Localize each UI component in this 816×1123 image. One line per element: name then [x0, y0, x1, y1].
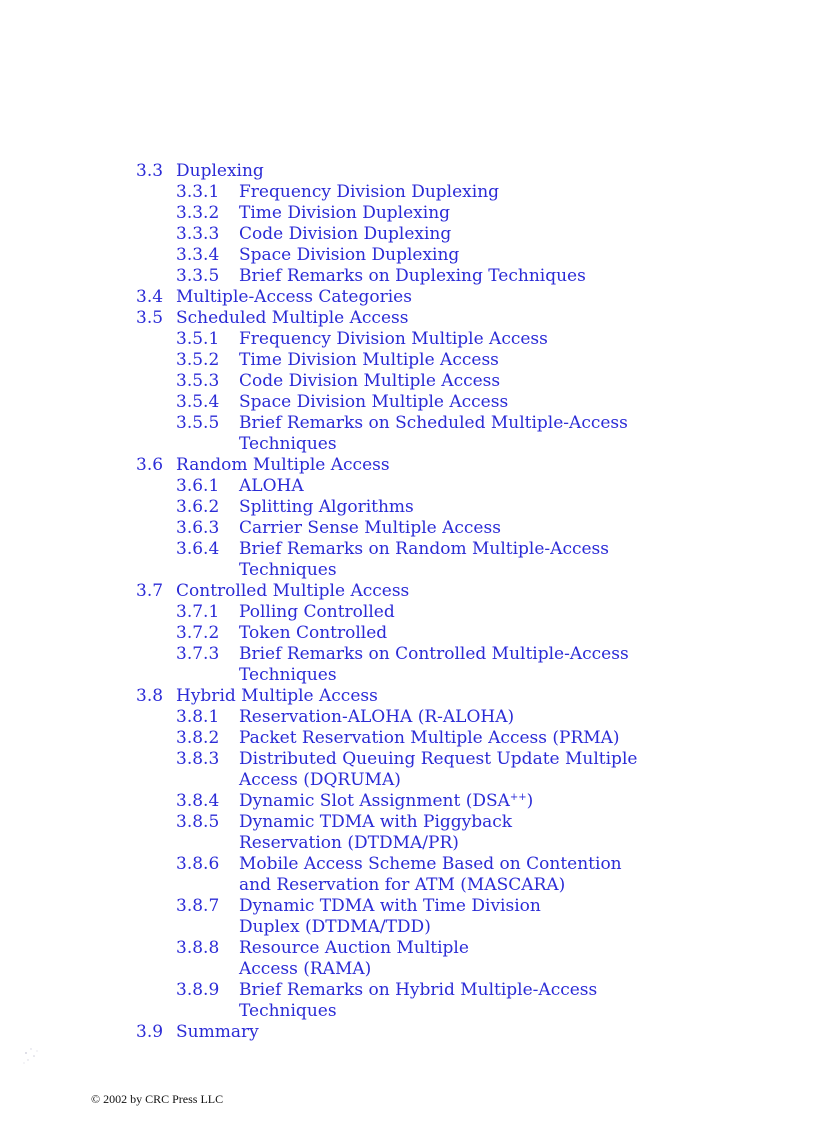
toc-entry-title: Reservation-ALOHA (R-ALOHA) [239, 707, 515, 727]
toc-entry-number: 3.5.5 [176, 413, 220, 433]
toc-entry-number: 3.3.4 [176, 245, 220, 265]
toc-entry-title: Time Division Duplexing [239, 203, 451, 223]
toc-entry-number: 3.8 [136, 686, 164, 706]
toc-entry-title: Carrier Sense Multiple Access [239, 518, 501, 538]
toc-entry-number: 3.8.5 [176, 812, 220, 832]
toc-subsection-entry[interactable] [136, 854, 756, 896]
toc-entry-number: 3.7 [136, 581, 164, 601]
toc-subsection-entry[interactable] [136, 623, 756, 644]
toc-entry-number: 3.8.6 [176, 854, 220, 874]
toc-entry-number: 3.4 [136, 287, 164, 307]
toc-section-entry[interactable] [136, 308, 756, 329]
toc-subsection-entry[interactable] [136, 602, 756, 623]
toc-subsection-entry[interactable] [136, 203, 756, 224]
toc-entry-title-text: Dynamic Slot Assignment (DSA [239, 791, 510, 811]
toc-subsection-entry[interactable] [136, 350, 756, 371]
toc-entry-number: 3.9 [136, 1022, 164, 1042]
toc-subsection-entry[interactable] [136, 224, 756, 245]
toc-section-entry[interactable] [136, 1022, 756, 1043]
toc-entry-title: Token Controlled [239, 623, 388, 643]
table-of-contents [136, 161, 756, 1043]
toc-entry-number: 3.5 [136, 308, 164, 328]
toc-entry-number: 3.5.1 [176, 329, 220, 349]
toc-entry-title: Brief Remarks on Controlled Multiple-Access Techniques [239, 644, 629, 685]
toc-entry-title: Mobile Access Scheme Based on Contention and Reservation for ATM (MASCARA) [239, 854, 622, 895]
toc-section-entry[interactable] [136, 686, 756, 707]
toc-entry-number: 3.3.1 [176, 182, 220, 202]
toc-subsection-entry[interactable] [136, 980, 756, 1022]
toc-entry-number: 3.3.3 [176, 224, 220, 244]
toc-entry-title: Distributed Queuing Request Update Multiple Access (DQRUMA) [239, 749, 638, 790]
toc-entry-title: Hybrid Multiple Access [176, 686, 378, 706]
toc-section-entry[interactable] [136, 287, 756, 308]
toc-entry-title: Polling Controlled [239, 602, 395, 622]
toc-entry-number: 3.3.2 [176, 203, 220, 223]
toc-entry-title: Multiple-Access Categories [176, 287, 412, 307]
toc-entry-number: 3.6.1 [176, 476, 220, 496]
toc-entry-title: Space Division Duplexing [239, 245, 460, 265]
toc-entry-number: 3.8.1 [176, 707, 220, 727]
toc-subsection-entry[interactable] [136, 539, 756, 581]
toc-entry-number: 3.6.2 [176, 497, 220, 517]
toc-subsection-entry[interactable] [136, 476, 756, 497]
scan-speck-mark [18, 1043, 44, 1069]
toc-subsection-entry[interactable] [136, 371, 756, 392]
toc-entry-number: 3.7.3 [176, 644, 220, 664]
toc-section-entry[interactable] [136, 455, 756, 476]
toc-subsection-entry[interactable] [136, 791, 756, 812]
toc-section-entry[interactable] [136, 161, 756, 182]
toc-subsection-entry[interactable] [136, 749, 756, 791]
toc-subsection-entry[interactable] [136, 329, 756, 350]
toc-entry-title: Code Division Multiple Access [239, 371, 501, 391]
toc-subsection-entry[interactable] [136, 245, 756, 266]
toc-subsection-entry[interactable] [136, 896, 756, 938]
toc-entry-number: 3.8.9 [176, 980, 220, 1000]
toc-entry-number: 3.5.2 [176, 350, 220, 370]
toc-subsection-entry[interactable] [136, 518, 756, 539]
toc-entry-number: 3.8.8 [176, 938, 220, 958]
toc-entry-title: Summary [176, 1022, 259, 1042]
toc-entry-title: Dynamic TDMA with Time Division Duplex (DTDMA/TDD) [239, 896, 541, 937]
toc-entry-title: Frequency Division Duplexing [239, 182, 500, 202]
toc-entry-title: Splitting Algorithms [239, 497, 414, 517]
toc-entry-title: Brief Remarks on Scheduled Multiple-Access Techniques [239, 413, 628, 454]
copyright-footer: © 2002 by CRC Press LLC [91, 1092, 224, 1106]
toc-entry-number: 3.8.2 [176, 728, 220, 748]
toc-entry-title: Space Division Multiple Access [239, 392, 509, 412]
toc-entry-number: 3.8.7 [176, 896, 220, 916]
toc-entry-title: Brief Remarks on Random Multiple-Access Techniques [239, 539, 609, 580]
toc-entry-title: Random Multiple Access [176, 455, 390, 475]
toc-subsection-entry[interactable] [136, 266, 756, 287]
toc-entry-title: Packet Reservation Multiple Access (PRMA) [239, 728, 620, 748]
toc-subsection-entry[interactable] [136, 938, 756, 980]
toc-entry-title: Time Division Multiple Access [239, 350, 499, 370]
toc-entry-title: Code Division Duplexing [239, 224, 452, 244]
toc-entry-title-suffix: ) [526, 791, 534, 811]
toc-entry-number: 3.3.5 [176, 266, 220, 286]
toc-subsection-entry[interactable] [136, 728, 756, 749]
toc-entry-number: 3.7.2 [176, 623, 220, 643]
toc-subsection-entry[interactable] [136, 392, 756, 413]
toc-entry-number: 3.8.4 [176, 791, 220, 811]
toc-entry-title [239, 791, 756, 812]
toc-subsection-entry[interactable] [136, 644, 756, 686]
toc-entry-title: Brief Remarks on Hybrid Multiple-Access Techniques [239, 980, 598, 1021]
toc-entry-number: 3.5.4 [176, 392, 220, 412]
toc-entry-number: 3.6 [136, 455, 164, 475]
toc-entry-number: 3.8.3 [176, 749, 220, 769]
toc-entry-title: Resource Auction Multiple Access (RAMA) [239, 938, 469, 979]
toc-subsection-entry[interactable] [136, 182, 756, 203]
toc-entry-title: Frequency Division Multiple Access [239, 329, 548, 349]
toc-entry-number: 3.6.3 [176, 518, 220, 538]
toc-subsection-entry[interactable] [136, 413, 756, 455]
toc-entry-number: 3.6.4 [176, 539, 220, 559]
toc-subsection-entry[interactable] [136, 812, 756, 854]
toc-entry-number: 3.7.1 [176, 602, 220, 622]
toc-entry-title: Brief Remarks on Duplexing Techniques [239, 266, 586, 286]
toc-entry-title: ALOHA [239, 476, 304, 496]
toc-subsection-entry[interactable] [136, 707, 756, 728]
toc-entry-title: Scheduled Multiple Access [176, 308, 409, 328]
toc-entry-number: 3.3 [136, 161, 164, 181]
toc-entry-title: Dynamic TDMA with Piggyback Reservation (DTDMA/PR) [239, 812, 513, 853]
toc-entry-title: Controlled Multiple Access [176, 581, 410, 601]
toc-subsection-entry[interactable] [136, 497, 756, 518]
toc-entry-number: 3.5.3 [176, 371, 220, 391]
toc-entry-superscript: ++ [509, 792, 527, 803]
toc-section-entry[interactable] [136, 581, 756, 602]
toc-entry-title: Duplexing [176, 161, 264, 181]
